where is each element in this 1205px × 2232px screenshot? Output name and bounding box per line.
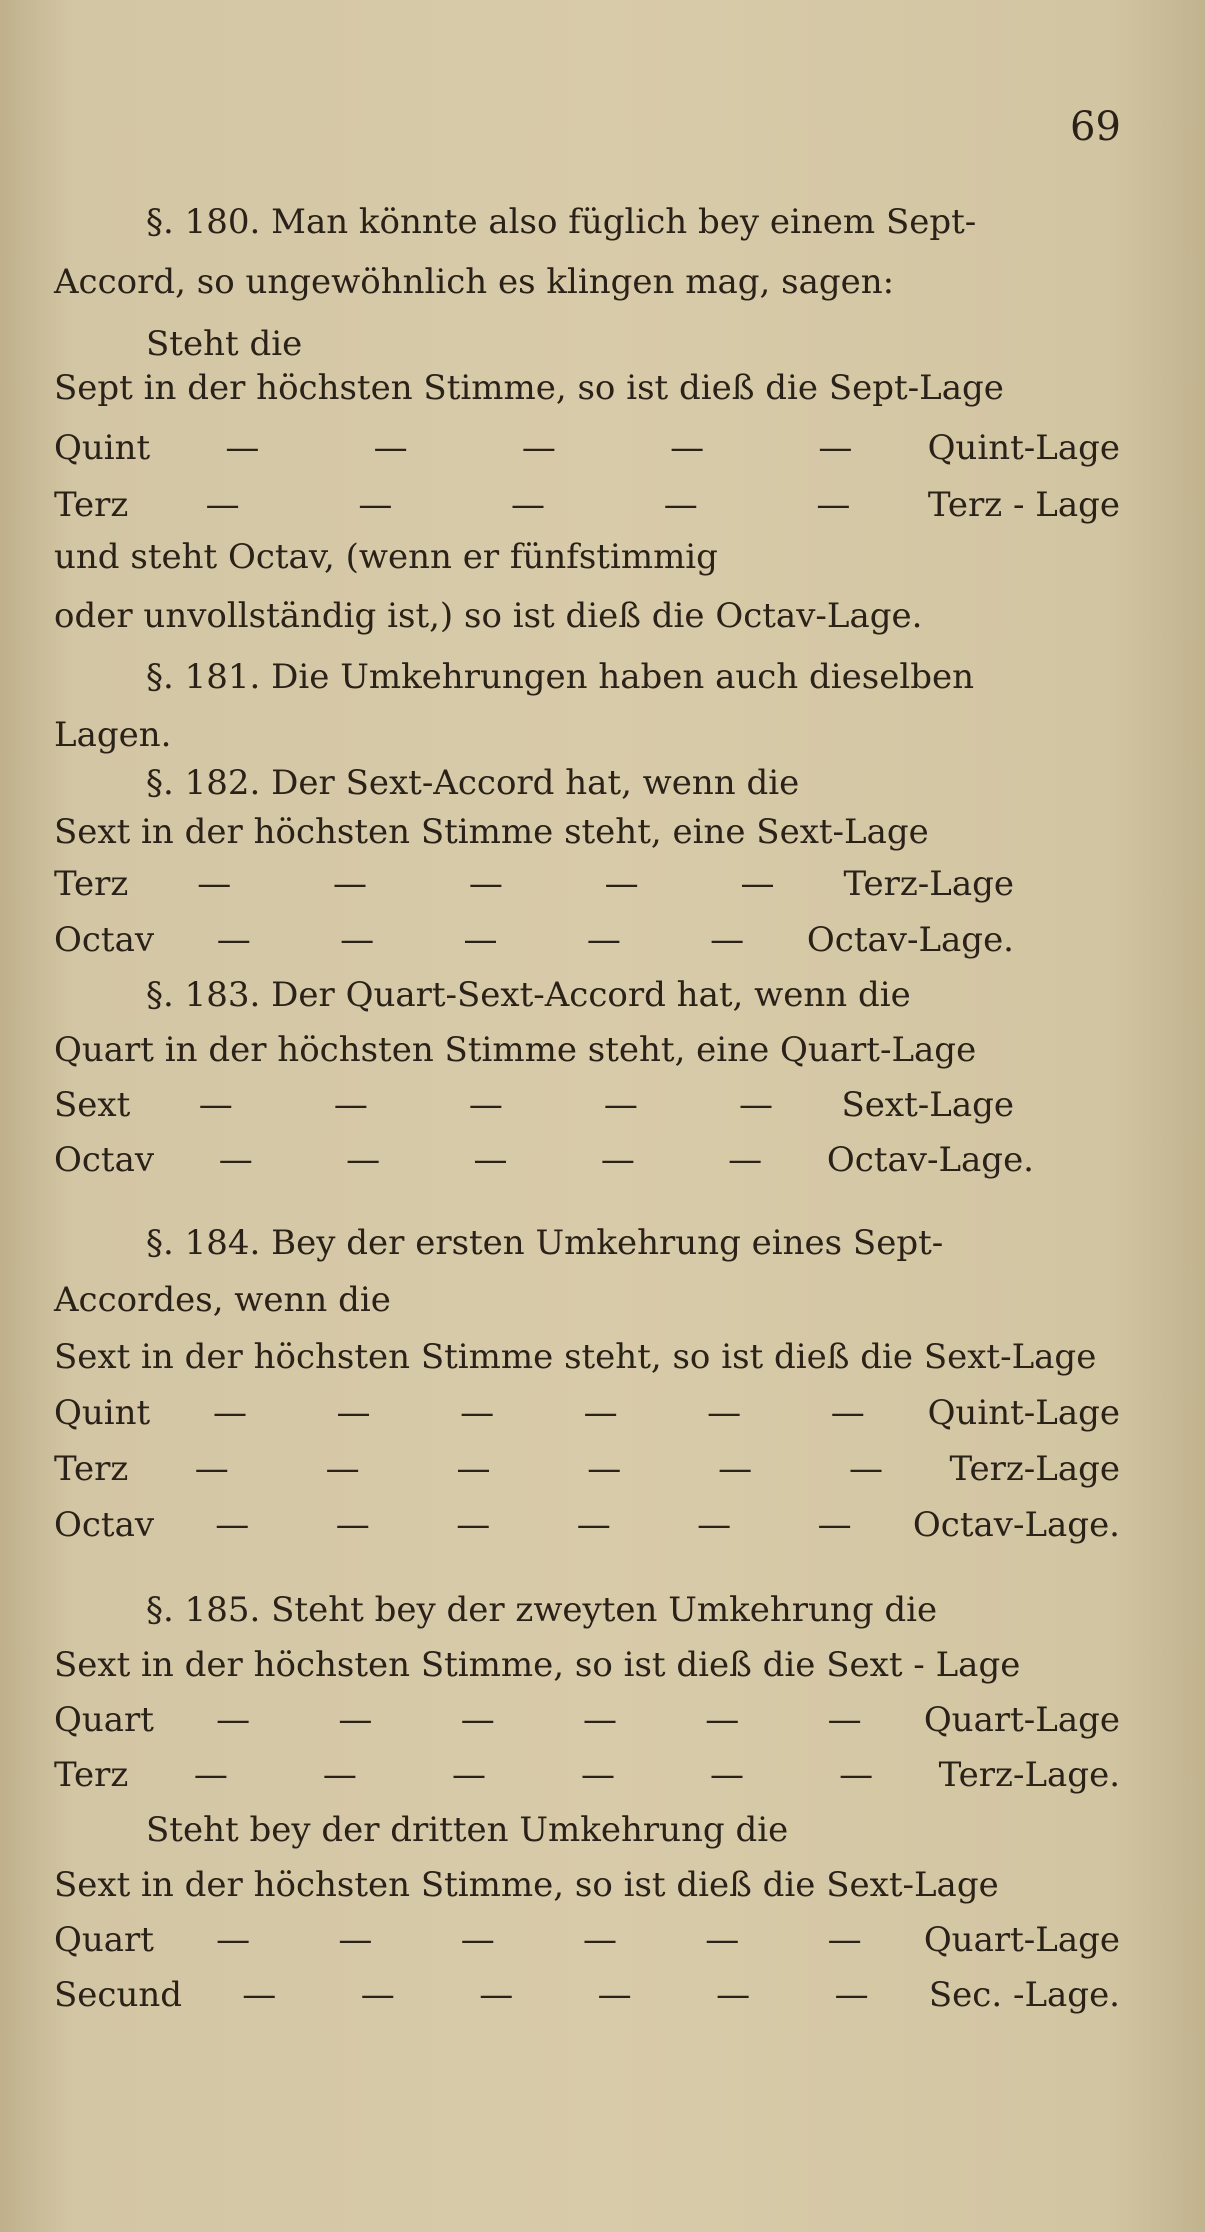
p180-line2: Accord, so ungewöhnlich es klingen mag, sagen: <box>54 262 895 302</box>
row-lead: Secund <box>54 1975 183 2015</box>
p184-row-terz <box>54 1449 1120 1489</box>
row-lead: Terz <box>54 864 129 904</box>
p183-row-sext <box>54 1085 1014 1125</box>
dash-leader: — — — — — <box>205 485 851 525</box>
row-tail: Octav-Lage. <box>826 1140 1034 1180</box>
p183-line2: Quart in der höchsten Stimme steht, eine Quart-Lage <box>54 1030 977 1070</box>
row-lead: Sext <box>54 1085 131 1125</box>
dash-leader: — — — — — — <box>216 1920 862 1960</box>
dash-leader: — — — — — <box>216 920 745 960</box>
row-tail: Octav-Lage. <box>912 1505 1120 1545</box>
row-lead: Quint <box>54 1393 151 1433</box>
row-tail: Terz - Lage <box>927 485 1120 525</box>
p185-line4: Sext in der höchsten Stimme, so ist dieß die Sext-Lage <box>54 1865 999 1905</box>
p182-line2: Sext in der höchsten Stimme steht, eine Sext-Lage <box>54 812 929 852</box>
row-lead: Terz <box>54 1755 129 1795</box>
dash-leader: — — — — — <box>197 864 775 904</box>
dash-leader: — — — — — — <box>212 1393 865 1433</box>
row-tail: Quart-Lage <box>923 1700 1120 1740</box>
row-tail: Quint-Lage <box>927 428 1120 468</box>
row-tail: Quart-Lage <box>923 1920 1120 1960</box>
row-tail: Terz-Lage <box>949 1449 1120 1489</box>
row-lead: Quart <box>54 1920 154 1960</box>
p184-line1: §. 184. Bey der ersten Umkehrung eines Sept- <box>146 1223 944 1263</box>
p180-line3: Steht die <box>146 324 303 364</box>
p181-line1: §. 181. Die Umkehrungen haben auch dieselben <box>146 657 975 697</box>
row-tail: Terz-Lage. <box>938 1755 1120 1795</box>
row-tail: Sext-Lage <box>841 1085 1014 1125</box>
row-tail: Terz-Lage <box>843 864 1014 904</box>
row-lead: Quart <box>54 1700 154 1740</box>
dash-leader: — — — — — — <box>194 1449 883 1489</box>
row-lead: Quint <box>54 428 151 468</box>
p182-row-octav <box>54 920 1014 960</box>
p180-line5: und steht Octav, (wenn er fünfstimmig <box>54 537 718 577</box>
p180-row-quint <box>54 428 1120 468</box>
row-tail: Sec. -Lage. <box>928 1975 1120 2015</box>
p180-line4: Sept in der höchsten Stimme, so ist dieß die Sept-Lage <box>54 368 1004 408</box>
row-lead: Octav <box>54 1505 155 1545</box>
row-lead: Terz <box>54 485 129 525</box>
p185-line1: §. 185. Steht bey der zweyten Umkehrung die <box>146 1590 938 1630</box>
row-tail: Octav-Lage. <box>806 920 1014 960</box>
p180-row-terz <box>54 485 1120 525</box>
p181-line2: Lagen. <box>54 715 172 755</box>
row-lead: Terz <box>54 1449 129 1489</box>
p185-row-terz <box>54 1755 1120 1795</box>
p185-line3: Steht bey der dritten Umkehrung die <box>146 1810 789 1850</box>
dash-leader: — — — — — — <box>193 1755 874 1795</box>
dash-leader: — — — — — <box>218 1140 763 1180</box>
p184-line3: Sext in der höchsten Stimme steht, so ist dieß die Sext-Lage <box>54 1337 1097 1377</box>
row-tail: Quint-Lage <box>927 1393 1120 1433</box>
dash-leader: — — — — — — <box>216 1700 862 1740</box>
p180-line1: §. 180. Man könnte also füglich bey einem Sept- <box>146 202 977 242</box>
p185-row2-quart <box>54 1920 1120 1960</box>
dash-leader: — — — — — — <box>215 1505 852 1545</box>
p184-line2: Accordes, wenn die <box>54 1280 391 1320</box>
p182-row-terz <box>54 864 1014 904</box>
p185-row2-secund <box>54 1975 1120 2015</box>
row-lead: Octav <box>54 1140 155 1180</box>
p180-line6: oder unvollständig ist,) so ist dieß die Octav-Lage. <box>54 596 923 636</box>
p185-line2: Sext in der höchsten Stimme, so ist dieß die Sext - Lage <box>54 1645 1021 1685</box>
dash-leader: — — — — — <box>225 428 853 468</box>
p183-row-octav <box>54 1140 1034 1180</box>
row-lead: Octav <box>54 920 155 960</box>
dash-leader: — — — — — — <box>242 1975 869 2015</box>
p184-row-quint <box>54 1393 1120 1433</box>
p185-row-quart <box>54 1700 1120 1740</box>
page-number: 69 <box>1070 104 1121 150</box>
p184-row-octav <box>54 1505 1120 1545</box>
dash-leader: — — — — — <box>198 1085 773 1125</box>
p183-line1: §. 183. Der Quart-Sext-Accord hat, wenn die <box>146 975 911 1015</box>
p182-line1: §. 182. Der Sext-Accord hat, wenn die <box>146 763 800 803</box>
